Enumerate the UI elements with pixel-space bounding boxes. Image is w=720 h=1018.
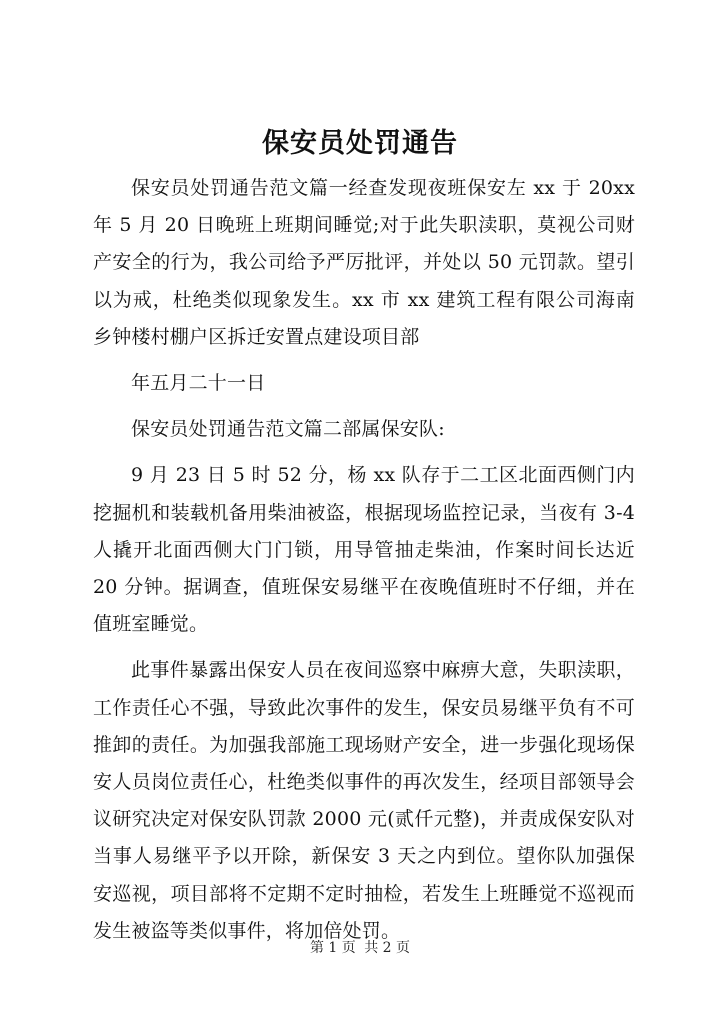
paragraph-penalty: 此事件暴露出保安人员在夜间巡察中麻痹大意，失职渎职，工作责任心不强，导致此次事件的发生，保安员易继平负有不可推卸的责任。为加强我部施工现场财产安全，进一步强化现场保安人员岗位责任心，杜绝类似事件的再次发生，经项目部领导会议研究决定对保安队罚款 2000 元(贰仟元整)，并责成保安队对当事人易继平予以开除，新保安 3 天之内到位。望你队加强保安巡视，项目部将不定期不定时抽检，若发生上班睡觉不巡视而发生被盗等类似事件，将加倍处罚。 [93,659,635,942]
page-total: 共 2 页 [364,940,411,956]
document-body [93,170,635,950]
document-title: 保安员处罚通告 [262,128,458,159]
paragraph-notice-two-heading: 保安员处罚通告范文篇二部属保安队: [131,418,445,441]
paragraph-incident: 9 月 23 日 5 时 52 分，杨 xx 队存于二工区北面西侧门内挖掘机和装载机备用柴油被盗，根据现场监控记录，当夜有 3-4 人撬开北面西侧大门门锁，用导管抽走柴油，作案时间长达近 20 分钟。据调查，值班保安易继平在夜晚值班时不仔细，并在值班室睡觉。 [93,464,635,636]
paragraph-notice-one: 保安员处罚通告范文篇一经查发现夜班保安左 xx 于 20xx 年 5 月 20 日晚班上班期间睡觉;对于此失职渎职，莫视公司财产安全的行为，我公司给予严厉批评，并处以 50 元罚款。望引以为戒，杜绝类似现象发生。xx 市 xx 建筑工程有限公司海南乡钟楼村棚户区拆迁安置点建设项目部 [93,177,635,348]
page-number: 第 1 页 [309,940,356,956]
page-footer [0,938,720,958]
paragraph-date: 年五月二十一日 [131,372,266,395]
